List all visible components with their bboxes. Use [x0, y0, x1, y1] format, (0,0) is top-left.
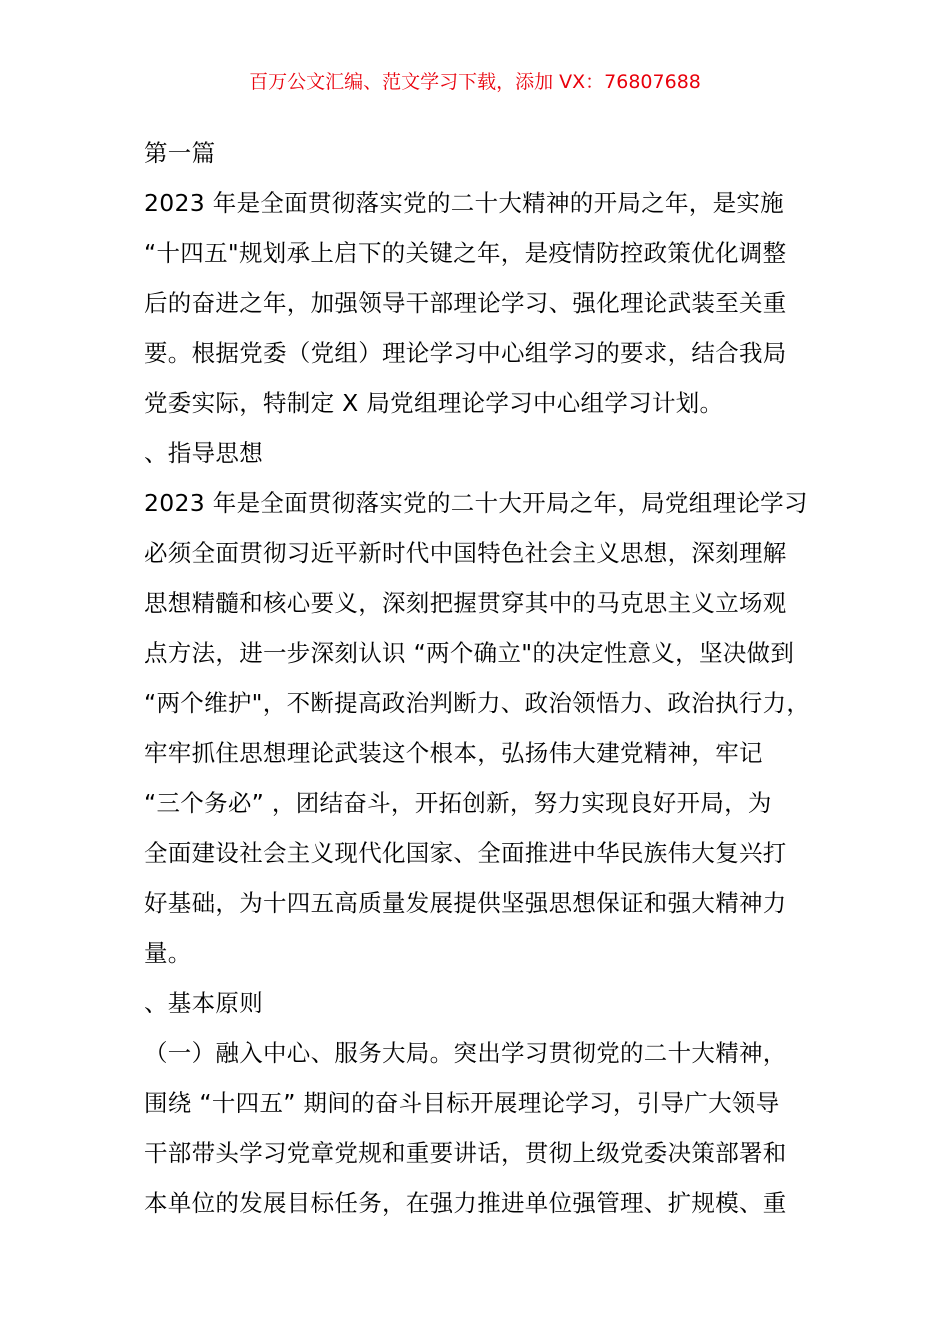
doc-line: 2023 年是全面贯彻落实党的二十大精神的开局之年，是实施 — [144, 189, 784, 217]
doc-line-section-title: 第一篇 — [144, 139, 216, 167]
doc-line: 思想精髓和核心要义，深刻把握贯穿其中的马克思主义立场观 — [144, 589, 787, 617]
doc-line: 量。 — [144, 939, 192, 967]
document-body — [144, 128, 834, 1228]
doc-line: “三个务必” ，团结奋斗，开拓创新，努力实现良好开局，为 — [144, 789, 772, 817]
doc-line-heading-guiding-ideology: 、指导思想 — [144, 439, 263, 467]
doc-line: 本单位的发展目标任务，在强力推进单位强管理、扩规模、重 — [144, 1189, 787, 1217]
doc-line: “两个维护"，不断提高政治判断力、政治领悟力、政治执行力， — [144, 689, 811, 717]
doc-line: 要。根据党委（党组）理论学习中心组学习的要求，结合我局 — [144, 339, 787, 367]
doc-line: 2023 年是全面贯彻落实党的二十大开局之年，局党组理论学习 — [144, 489, 808, 517]
doc-line: 必须全面贯彻习近平新时代中国特色社会主义思想，深刻理解 — [144, 539, 787, 567]
header-banner: 百万公文汇编、范文学习下载，添加 VX：76807688 — [249, 71, 701, 93]
doc-line: 后的奋进之年，加强领导干部理论学习、强化理论武装至关重 — [144, 289, 787, 317]
doc-line: 好基础，为十四五高质量发展提供坚强思想保证和强大精神力 — [144, 889, 787, 917]
doc-line: （一）融入中心、服务大局。突出学习贯彻党的二十大精神， — [144, 1039, 787, 1067]
doc-line-heading-basic-principles: 、基本原则 — [144, 989, 263, 1017]
doc-line: “十四五"规划承上启下的关键之年，是疫情防控政策优化调整 — [144, 239, 787, 267]
doc-line: 围绕 “十四五” 期间的奋斗目标开展理论学习，引导广大领导 — [144, 1089, 780, 1117]
doc-line: 全面建设社会主义现代化国家、全面推进中华民族伟大复兴打 — [144, 839, 787, 867]
doc-line: 干部带头学习党章党规和重要讲话，贯彻上级党委决策部署和 — [144, 1139, 787, 1167]
doc-line: 牢牢抓住思想理论武装这个根本，弘扬伟大建党精神，牢记 — [144, 739, 763, 767]
doc-line: 点方法，进一步深刻认识 “两个确立"的决定性意义，坚决做到 — [144, 639, 795, 667]
doc-line: 党委实际，特制定 X 局党组理论学习中心组学习计划。 — [144, 389, 724, 417]
